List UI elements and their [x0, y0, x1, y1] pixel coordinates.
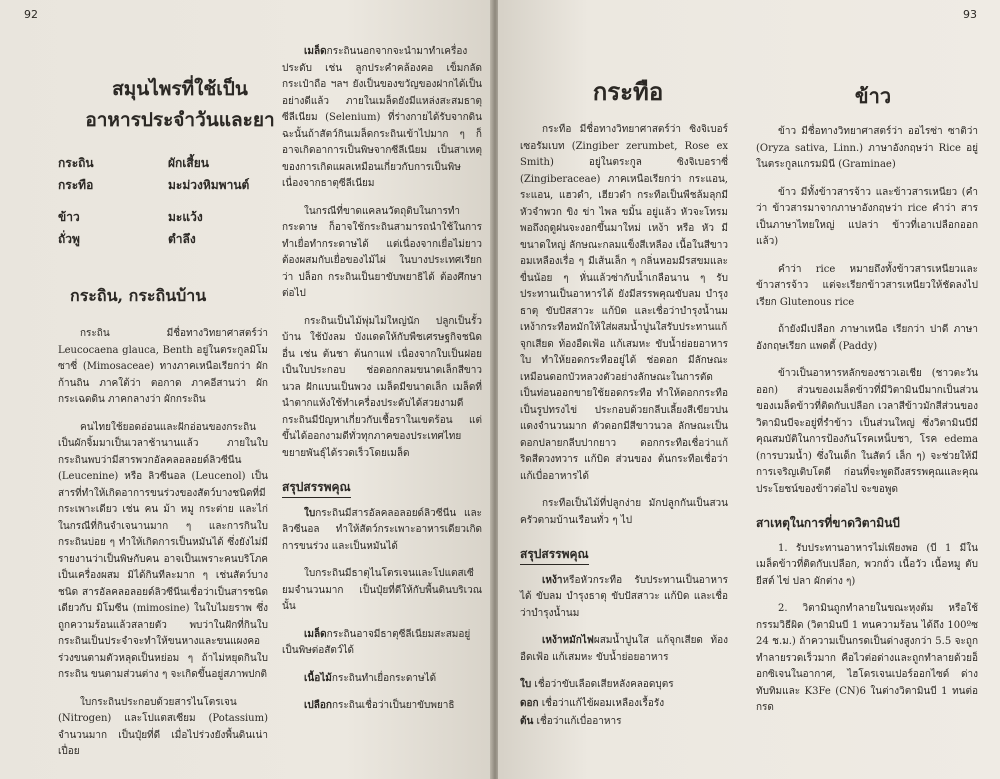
- herb-name: ผักเสี้ยน: [168, 156, 209, 170]
- page-number: 92: [24, 8, 38, 21]
- summary-heading: สรุปสรรพคุณ: [520, 546, 589, 565]
- summary-text: เชื่อว่าแก้ไข้ผอมเหลืองเรื้อรัง: [541, 697, 665, 709]
- paragraph: ใบกระถินประกอบด้วยสารไนโตรเจน (Nitrogen) และโปแตสเซียม (Potassium) จำนวนมาก เป็นปุ๋ยที่ดี เมื่อไปร่วงยังพื้นดินเน่าเปื่อย: [58, 696, 268, 757]
- entry-title: กระทือ: [592, 78, 664, 106]
- right-column-text: [282, 44, 482, 744]
- column-kratue: [520, 122, 728, 772]
- paragraph: กระทือ มีชื่อทางวิทยาศาสตร์ว่า ซิงจิเบอร์ เซอรัมเบท (Zingiber zerumbet, Rose ex Smith) อยู่ในตระกูล ซิงจิเบอราซี่ (Zingiberaceae) ภาคเหนือเรียกว่า กระแอน, ระแอน, แฮวดำ, เฮียวดำ กระทือเป็นพืชล้มลุกมีหัวจำพวก ขิง ข่า ไพล ขมิ้น อยู่แล้ว หัวจะโทรมพอถึงฤดูฝนจะงอกขึ้นมาใหม่ เหง้า หรือ หัว มีขนาดใหญ่ ลักษณะกลมแข็งสีเหลือง เนื้อในสีขาวอมเหลืองเรื่อ ๆ มีเส้นเล็ก ๆ กลิ่นหอมมีรสขมและขื่นน้อย ๆ หั่นแล้วซ่ากับน้ำเกลือนาน ๆ รับประทานเป็นอาหารได้ ยังมีสรรพคุณขับลม บำรุงธาตุ ขับปัสสาวะ แก้บิด และเชื่อว่าบำรุงน้ำนม เหง้ากระทือหมักให้ใส่ผสมน้ำปูนใสรับประทานแก้จุกเสียด ท้องอืดเฟ้อ แก้เสมหะ ขับน้ำย่อยอาหาร ใบ ทำให้ยอดกระทืออยู่ได้ ช่อดอก มีลักษณะเหมือนดอกบัวหลวงตัวอย่างลักษณะในการตัดเป็นท่อนออกขายใช้ยอดกระทือ ทำให้ดอกกระทือเป็นรูปทรงไข่ ประกอบด้วยกลีบเลี้ยงสีเขียวปนแดงจำนวนมาก ตัวดอกมีสีขาวนวล ลักษณะเป็นดอกปลายกลีบปากยาว ดอกกระทือเชื่อว่าแก้ริดสีดวงทวาร แก้บิด ส่วนของ ต้นกระทือเชื่อว่าแก้เบื่ออาหารได้: [520, 124, 728, 482]
- bold-term: เปลือก: [304, 700, 332, 711]
- paragraph: ถ้ายังมีเปลือก ภาษาเหนือ เรียกว่า ปาดี ภาษาอังกฤษเรียก แพดดี้ (Paddy): [756, 324, 978, 352]
- summary-item: [520, 714, 728, 731]
- right-page: [498, 0, 1000, 779]
- summary-item: [520, 677, 728, 694]
- bold-term: เหง้าหมักไฟ: [542, 635, 594, 646]
- left-column-text: [58, 326, 268, 766]
- heading-block-a: [528, 72, 728, 111]
- list-item: 1. รับประทานอาหารไม่เพียงพอ (บี 1 มีในเมล็ดข้าวที่ติดกับเปลือก, พวกถั่ว เนื้อวัว เนื้อหมู ตับ ยีสต์ ไข่ ปลา ผักต่าง ๆ): [756, 542, 978, 587]
- bold-term: เมล็ด: [304, 628, 327, 640]
- herb-name-row: [58, 206, 308, 228]
- bold-term: เมล็ด: [304, 46, 327, 57]
- summary-text: กระถินเชื่อว่าเป็นยาขับพยาธิ: [331, 700, 455, 711]
- herb-name-row: [58, 228, 308, 250]
- herb-name: ข้าว: [58, 210, 80, 224]
- left-page: [0, 0, 492, 779]
- summary-item: [282, 698, 482, 715]
- bold-term: ดอก: [520, 697, 539, 709]
- paragraph: ข้าวเป็นอาหารหลักของชาวเอเชีย (ชาวตะวันออก) ส่วนของเมล็ดข้าวที่มีวิตามินบีมากเป็นส่วนของเมล็ดข้าวที่ติดกับเปลือก เวลาสีข้าวมักสีส่วนของวิตามินบีจะอยู่ที่รำข้าว เป็นส่วนใหญ่ ซึ่งวิตามินบีมีคุณสมบัติในการป้องกันโรคเหน็บชา, โรค edema (การบวมน้ำ) ซึ่งในเด็ก ในสัตว์ เล็ก ๆ) จะช่วยให้มีการเจริญเติบโตดี ก่อนที่จะพูดถึงสรรพคุณและคุณประโยชน์ของข้าวต่อไป จะขอพูด: [756, 368, 978, 495]
- paragraph: คนไทยใช้ยอดอ่อนและฝักอ่อนของกระถินเป็นผักจิ้มมาเป็นเวลาช้านานแล้ว ภายในใบกระถินพบว่ามีสารพวกอัลคลอลอยด์ลิวซีนีน (Leucenine) หรือ ลิวซีนอล (Leucenol) เป็นสารที่ทำให้เกิดอาการขนร่วงของสัตว์บางชนิดที่มีกระเพาะเดียว เช่น คน ม้า หมู กระต่าย และไก่ ในกรณีที่กินจำเจนานมาก ๆ และการกินใบกระถินบ่อย ๆ ทำให้เกิดการเป็นหมันได้ ซึ่งยังไม่มีรายงานว่าเป็นพิษกับคน อาจเป็นเพราะคนบริโภคเป็นเครื่องผสม มิได้กินทีละมาก ๆ เช่นสัตว์บางชนิด สารอัลคลอลอยด์ลิวซีนีนเชื่อว่าเป็นสารชนิดเดียวกับ มิโมซีน (mimosine) ในใบไมยราพ ซึ่งถูกความร้อนแล้วสลายตัว พบว่าในฝักที่กินใบกระถินเป็นประจำจะทำให้ขนหางและขนแผงคอร่วงขนตามตัวหลุดเป็นหย่อม ๆ ถ้าไม่หยุดกินใบกระถิน ขนตามส่วนต่าง ๆ จะเกิดขึ้นอยู่สภาพปกติ: [58, 421, 268, 680]
- summary-heading: สรุปสรรพคุณ: [282, 479, 351, 498]
- summary-text: เชื่อว่าแก้เบื่ออาหาร: [536, 716, 622, 727]
- paragraph: กระถินเป็นไม้พุ่มไม่ใหญ่นัก ปลูกเป็นรั้วบ้าน ใช้บังลม บังแดดให้กับพืชเศรษฐกิจชนิดอื่น เช่น ต้นชา ต้นกาแฟ เนื่องจากใบเป็นฝอย เป็นใบประกอบ ช่อดอกกลมขนาดเล็กสีขาวนวล ฝักแบนเป็นพวง เมล็ดมีขนาดเล็ก เมล็ดที่นำตากแห้งใช้ทำเครื่องประดับได้สวยงามดี กระถินมีปัญหาเกี่ยวกับเชื้อราในเขตร้อน แต่ขึ้นได้ออกงามดีทั่วทุกภาคของประเทศไทย ขยายพันธุ์ได้รวดเร็วโดยเมล็ด: [282, 315, 482, 459]
- herb-name: ตำลึง: [168, 232, 196, 246]
- entry-title: ข้าว: [854, 84, 892, 108]
- summary-item: [520, 633, 728, 666]
- summary-item: ใบกระถินมีธาตุไนโตรเจนและโปแตสเซียมจำนวนมาก เป็นปุ๋ยที่ดีให้กับพื้นดินบริเวณนั้น: [282, 568, 482, 612]
- herb-name: กระถิน: [58, 156, 94, 170]
- paragraph: กระทือเป็นไม้ที่ปลูกง่าย มักปลูกกันเป็นสวนครัวตามบ้านเรือนทั่ว ๆ ไป: [520, 498, 728, 526]
- section-heading: สาเหตุในการที่ขาดวิตามินบี: [756, 516, 901, 530]
- summary-text: กระถินทำเยื่อกระดาษได้: [331, 672, 437, 684]
- bold-term: เหง้า: [542, 574, 563, 586]
- summary-text: กระถินมีสารอัลคลอลอยด์ลิวซีนีน และลิวซีนอล ทำให้สัตว์กระเพาะอาหารเดียวเกิดการขนร่วง และเป็นหมันได้: [282, 507, 482, 552]
- summary-text: ผสมน้ำปูนใส แก้จุกเสียด ท้องอืดเฟ้อ แก้เสมหะ ขับน้ำย่อยอาหาร: [520, 635, 728, 663]
- summary-text: กระถินอาจมีธาตุซีลีเนียมสะสมอยู่ เป็นพิษต่อสัตว์ได้: [282, 628, 471, 656]
- herb-name-row: [58, 174, 308, 196]
- paragraph: กระถิน มีชื่อทางวิทยาศาสตร์ว่า Leucocaena glauca, Benth อยู่ในตระกูลมิโมซาซี่ (Mimosaceae) ทางภาคเหนือเรียกว่า ผักก้านถิน ภาคใต้ว่า ตอกาด ภาคอีสานว่า ผักกระเฉดดิน ภาคกลางว่า ผักกระถิน: [58, 328, 268, 405]
- summary-text: หรือหัวกระทือ รับประทานเป็นอาหารได้ ขับลม บำรุงธาตุ ขับปัสสาวะ แก้บิด และเชื่อว่าบำรุงน้ำนม: [520, 574, 728, 619]
- herb-name-row: [58, 152, 308, 174]
- section-title: กระถิน, กระถินบ้าน: [70, 286, 207, 305]
- summary-item: [282, 671, 482, 688]
- paragraph: คำว่า rice หมายถึงทั้งข้าวสารเหนียวและข้าวสารจ้าว แต่จะเรียกข้าวสารเหนียวให้ชัดลงไป เรียก Glutenous rice: [756, 263, 978, 308]
- paragraph: ข้าว มีทั้งข้าวสารจ้าว และข้าวสารเหนียว (คำว่า ข้าวสารมาจากภาษาอังกฤษว่า rice คำว่า สาร เป็นภาษาไทยใหญ่ แปลว่า ข้าวที่เอาเปลือกออกแล้ว): [756, 186, 978, 247]
- section-heading-block: [70, 284, 290, 309]
- bold-term: ใบ: [520, 679, 532, 690]
- herb-name: มะม่วงหิมพานต์: [168, 178, 250, 192]
- paragraph: ในกรณีที่ขาดแคลนวัตถุดิบในการทำกระดาษ ก็อาจใช้กระถินสามารถนำใช้ในการทำเยื่อทำกระดาษได้ แต่เนื่องจากเยื่อไม่ยาว ต้องผสมกับเยื่อของไม้ไผ่ ในบางประเทศเรียกว่า ปล็อก กระถินเป็นยาขับพยาธิได้ ต้องศึกษาต่อไป: [282, 205, 482, 299]
- herb-name: กระทือ: [58, 178, 94, 192]
- bold-term: ใบ: [304, 507, 316, 519]
- heading-block-b: [773, 80, 973, 112]
- summary-item: [282, 506, 482, 556]
- page-title-block: [70, 74, 290, 136]
- column-rice: [756, 124, 978, 774]
- page-title-line2: อาหารประจำวันและยา: [85, 109, 275, 131]
- summary-short-list: [520, 677, 728, 731]
- summary-item: [520, 573, 728, 623]
- bold-term: เนื้อไม้: [304, 672, 332, 684]
- page-number: 93: [963, 8, 977, 21]
- herb-name-list: [58, 152, 308, 250]
- paragraph: ข้าว มีชื่อทางวิทยาศาสตร์ว่า ออไรซ่า ซาติว่า (Oryza sativa, Linn.) ภาษาอังกฤษว่า Rice อยู่ในตระกูลแกรมมินี (Graminae): [756, 126, 978, 170]
- herb-name: มะแว้ง: [168, 210, 203, 224]
- herb-name: ถั่วพู: [58, 232, 80, 246]
- list-item: 2. วิตามินถูกทำลายในขณะหุงต้ม หรือใช้กรรมวิธีผิด (วิตามินบี 1 ทนความร้อน ได้ถึง 100ºซ 24 ช.ม.) ถ้าความเป็นกรดเป็นด่างสูงกว่า 5.5 จะถูกทำลายรวดเร็วมาก คือไวต่อด่างและถูกทำลายด้วยอ็อกซิเจนในอากาศ, ไฮโดรเจนเปอร์ออกไซด์ ด่างทับทิมและ K3Fe (CN)6 ในต่างวิตามินบี 1 ทนต่อกรด: [756, 603, 978, 713]
- paragraph: [282, 44, 482, 193]
- summary-item: [520, 696, 728, 713]
- bold-term: ต้น: [520, 716, 534, 727]
- paragraph-text: กระถินนอกจากจะนำมาทำเครื่องประดับ เช่น ลูกประคำคล้องคอ เข็มกลัด กระเป๋าถือ ฯลฯ ยังเป็นของขวัญของฝากได้เป็นอย่างดีแล้ว ภายในเมล็ดยังมีแหล่งสะสมธาตุซีลีเนียม (Selenium) ที่ร่างกายได้รับจากดิน ฉะนั้นถ้าสัตว์กินเมล็ดกระถินเข้าไปมาก ๆ ก็อาจเกิดอาการเป็นพิษจากซีลีเนียม เป็นสาเหตุของการเกิดแผลเหมือนเกี่ยวกับการเป็นพิษเนื่องจากธาตุซีลีเนียม: [282, 46, 482, 189]
- summary-item: [282, 627, 482, 660]
- summary-text: เชื่อว่าขับเลือดเสียหลังคลอดบุตร: [534, 679, 674, 690]
- page-title-line1: สมุนไพรที่ใช้เป็น: [112, 78, 248, 100]
